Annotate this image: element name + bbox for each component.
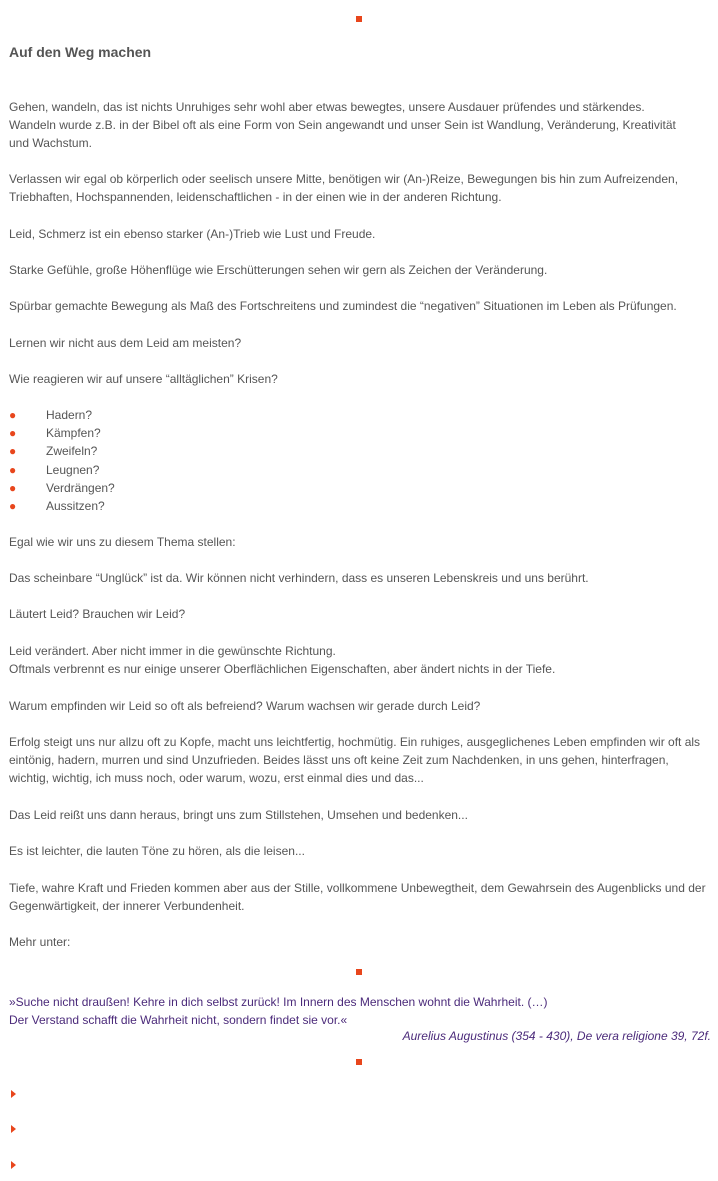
quote-line: Der Verstand schafft die Wahrheit nicht, sondern findet sie vor.« <box>9 1013 348 1027</box>
paragraph: Das Leid reißt uns dann heraus, bringt uns zum Stillstehen, Umsehen und bedenken... <box>9 808 468 822</box>
paragraph-line: Tiefe, wahre Kraft und Frieden kommen aber aus der Stille, vollkommene Unbewegtheit, dem Gewahrsein des Augenblicks und der <box>9 881 706 895</box>
paragraph <box>9 170 711 206</box>
list-item-label: Zweifeln? <box>46 444 98 459</box>
paragraph-line: und Wachstum. <box>9 136 92 150</box>
paragraph: Läutert Leid? Brauchen wir Leid? <box>9 607 186 621</box>
arrow-right-icon[interactable] <box>11 1090 16 1098</box>
quote-source: Aurelius Augustinus (354 - 430), De vera religione 39, 72f. <box>402 1029 711 1043</box>
paragraph-line: Gegenwärtigkeit, der innerer Verbundenheit. <box>9 899 245 913</box>
paragraph-line: Leid verändert. Aber nicht immer in die gewünschte Richtung. <box>9 644 336 658</box>
paragraph <box>9 879 711 915</box>
arrow-right-icon[interactable] <box>11 1125 16 1133</box>
paragraph: Egal wie wir uns zu diesem Thema stellen: <box>9 535 236 549</box>
list-item-label: Leugnen? <box>46 462 100 477</box>
paragraph-line: Verlassen wir egal ob körperlich oder seelisch unsere Mitte, benötigen wir (An-)Reize, Bewegungen bis hin zum Aufreizenden, <box>9 172 679 186</box>
quote-block <box>9 993 711 1045</box>
paragraph: Das scheinbare “Unglück” ist da. Wir können nicht verhindern, dass es unseren Lebenskreis und uns berührt. <box>9 571 589 585</box>
bullet-dot-icon: ● <box>9 462 17 477</box>
paragraph: Warum empfinden wir Leid so oft als befreiend? Warum wachsen wir gerade durch Leid? <box>9 699 481 713</box>
paragraph: Es ist leichter, die lauten Töne zu hören, als die leisen... <box>9 844 305 858</box>
bullet-dot-icon: ● <box>9 444 17 459</box>
paragraph: Starke Gefühle, große Höhenflüge wie Erschütterungen sehen wir gern als Zeichen der Veränderung. <box>9 263 548 277</box>
paragraph <box>9 642 711 678</box>
bullet-dot-icon: ● <box>9 426 17 441</box>
paragraph-line: Gehen, wandeln, das ist nichts Unruhiges sehr wohl aber etwas bewegtes, unsere Ausdauer prüfendes und stärkendes. <box>9 100 645 114</box>
bullet-dot-icon: ● <box>9 498 17 513</box>
quote-line: »Suche nicht draußen! Kehre in dich selbst zurück! Im Innern des Menschen wohnt die Wahrheit. (…) <box>9 995 548 1009</box>
paragraph: Lernen wir nicht aus dem Leid am meisten? <box>9 336 242 350</box>
list-item-label: Kämpfen? <box>46 426 101 441</box>
bullet-dot-icon: ● <box>9 480 17 495</box>
paragraph: Mehr unter: <box>9 935 71 949</box>
list-item-label: Verdrängen? <box>46 480 115 495</box>
list-item-label: Hadern? <box>46 408 93 422</box>
paragraph-line: Erfolg steigt uns nur allzu oft zu Kopfe, macht uns leichtfertig, hochmütig. Ein ruhiges, ausgeglichenes Leben empfinden wir oft als <box>9 735 701 749</box>
divider-square-icon <box>356 969 362 975</box>
paragraph: Leid, Schmerz ist ein ebenso starker (An-)Trieb wie Lust und Freude. <box>9 227 376 241</box>
paragraph <box>9 733 711 787</box>
list-item-label: Aussitzen? <box>46 498 105 513</box>
paragraph-line: Oftmals verbrennt es nur einige unserer Oberflächlichen Eigenschaften, aber ändert nichts in der Tiefe. <box>9 662 556 676</box>
paragraph-line: Wandeln wurde z.B. in der Bibel oft als eine Form von Sein angewandt und unser Sein ist Wandlung, Veränderung, Kreativität <box>9 118 676 132</box>
paragraph <box>9 98 711 152</box>
arrow-right-icon[interactable] <box>11 1161 16 1169</box>
bullet-dot-icon: ● <box>9 408 17 422</box>
paragraph-line: eintönig, hadern, murren und sind Unzufrieden. Beides lässt uns oft keine Zeit zum Nachdenken, in uns gehen, hinterfragen, <box>9 753 669 767</box>
divider-square-icon <box>356 16 362 22</box>
page-title: Auf den Weg machen <box>9 44 152 60</box>
paragraph-line: wichtig, wichtig, ich muss noch, oder warum, wozu, erst einmal dies und das... <box>9 771 424 785</box>
paragraph: Spürbar gemachte Bewegung als Maß des Fortschreitens und zumindest die “negativen” Situationen im Leben als Prüfungen. <box>9 299 677 313</box>
paragraph: Wie reagieren wir auf unsere “alltäglichen” Krisen? <box>9 372 278 386</box>
paragraph-line: Triebhaften, Hochspannenden, leidenschaftlichen - in der einen wie in der anderen Richtung. <box>9 190 502 204</box>
divider-square-icon <box>356 1059 362 1065</box>
